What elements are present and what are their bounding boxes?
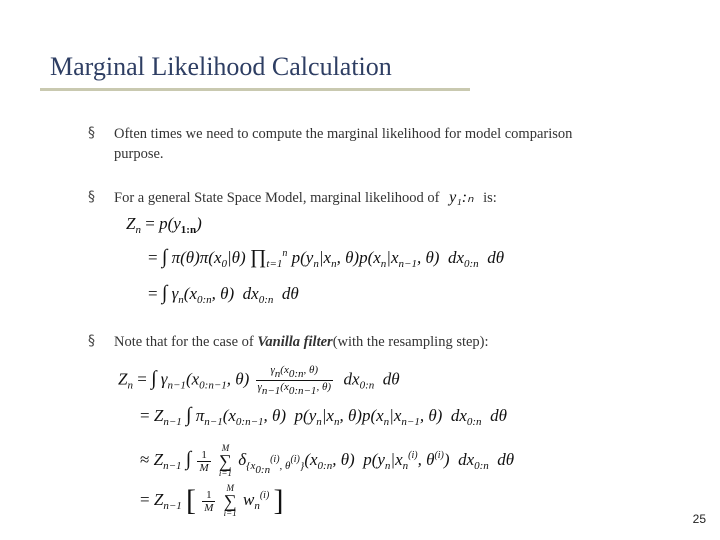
bullet-2-tail: is: bbox=[483, 190, 497, 206]
bullet-1-line-1: Often times we need to compute the marginal likelihood for model comparison bbox=[114, 126, 573, 142]
bullet-3-prefix: Note that for the case of bbox=[114, 334, 258, 350]
square-bullet-icon: § bbox=[88, 125, 95, 141]
equation-zn-integral: = ∫ $\pi(\theta)\pi(x_0|\theta)$ $\prod_{t=1}^n$ $p(y_n|x_n$, $\theta)p(x_n|x_{n-1}$, θ) $dx_{0:n}$ dθ bbox=[148, 246, 505, 270]
equation-zn-def: $Z_n = p(y_{1:n})$ bbox=[126, 214, 202, 236]
bullet-2-text bbox=[114, 188, 497, 208]
slide-title: Marginal Likelihood Calculation bbox=[50, 52, 392, 81]
title-underline bbox=[40, 88, 470, 91]
bullet-2-math: y₁:ₙ bbox=[449, 189, 474, 206]
square-bullet-icon: § bbox=[88, 189, 95, 205]
bullet-1-text bbox=[114, 124, 572, 164]
equation-vf-3: ≈ $Z_{n-1}$ ∫ $\frac{1}{M}$ M ∑ i=1 $\delta_{\{x_{0:n}^{(i)}, \theta^{(i)}\}}(x_{0:n}$, θ) $p(y_n|x_n^{(i)}$, $\theta^{(i)}$) $dx_{0:n}$ dθ bbox=[140, 443, 515, 478]
bullet-2-label: For a general State Space Model, marginal likelihood of bbox=[114, 190, 440, 206]
equation-vf-4: = $Z_{n-1}$ [ $\frac{1}{M}$ M ∑ i=1 $w_n^{(i)}$ ] bbox=[140, 483, 284, 518]
page-number: 25 bbox=[692, 512, 706, 526]
square-bullet-icon: § bbox=[88, 333, 95, 349]
equation-vf-1: $Z_n$ = ∫ $\gamma_{n-1}(x_{0:n-1}$, θ) $\frac{\gamma_n(x_{0:n}, \theta)}{\gamma_{n-1}(x_{0:n-1}, \theta)}$ $dx_{0:n}$ dθ bbox=[118, 364, 400, 397]
bullet-1-line-2: purpose. bbox=[114, 146, 164, 162]
equation-zn-gamma: = ∫ $\gamma_n(x_{0:n}$, θ) $dx_{0:n}$ dθ bbox=[148, 282, 299, 306]
bullet-3-suffix: (with the resampling step): bbox=[332, 334, 489, 350]
equation-vf-2: = $Z_{n-1}$ ∫ $\pi_{n-1}(x_{0:n-1}$, θ) $p(y_n|x_n$, $\theta)p(x_n|x_{n-1}$, θ) $dx_{0:n}$ dθ bbox=[140, 404, 507, 428]
vanilla-filter-term: Vanilla filter bbox=[257, 334, 333, 350]
bullet-3-text bbox=[114, 332, 489, 352]
